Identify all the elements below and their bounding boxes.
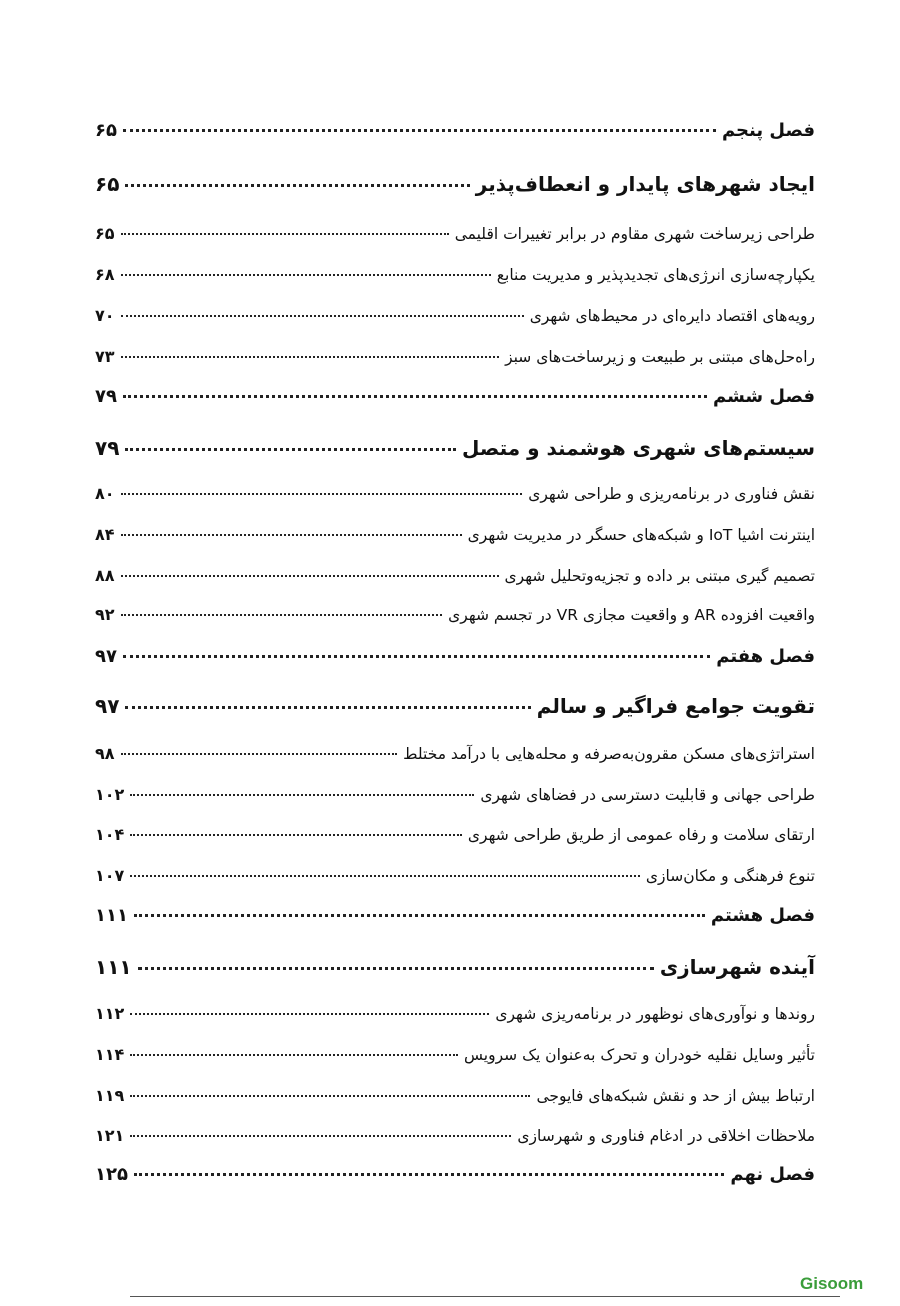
dot-leader (125, 184, 469, 187)
toc-entry-text: فصل نهم (730, 1164, 815, 1185)
dot-leader (123, 129, 716, 132)
toc-title (95, 694, 815, 718)
dot-leader (121, 356, 500, 358)
toc-page-number: ۹۷ (95, 646, 117, 667)
dot-leader (121, 274, 491, 276)
toc-page-number: ۹۸ (95, 744, 115, 763)
dot-leader (121, 315, 524, 317)
toc-entry-text: راه‌حل‌های مبتنی بر طبیعت و زیرساخت‌های سبز (505, 348, 815, 366)
toc-chapter (95, 120, 815, 141)
bottom-rule (130, 1296, 840, 1297)
toc-item (95, 525, 815, 544)
toc-item (95, 785, 815, 804)
dot-leader (121, 493, 523, 495)
toc-item (95, 1045, 815, 1064)
toc-entry-text: استراتژی‌های مسکن مقرون‌به‌صرفه و محله‌هایی با درآمد مختلط (403, 745, 815, 763)
dot-leader (138, 967, 654, 970)
toc-entry-text: ایجاد شهرهای پایدار و انعطاف‌پذیر (475, 172, 815, 196)
toc-page-number: ۱۱۲ (95, 1004, 125, 1023)
toc-entry-text: رویه‌های اقتصاد دایره‌ای در محیط‌های شهری (529, 307, 815, 325)
dot-leader (125, 706, 530, 709)
dot-leader (123, 655, 710, 658)
toc-entry-text: طراحی جهانی و قابلیت دسترسی در فضاهای شهری (480, 786, 815, 804)
toc-entry-text: فصل ششم (713, 386, 815, 407)
toc-page-number: ۸۸ (95, 566, 115, 585)
toc-item (95, 744, 815, 763)
toc-chapter (95, 386, 815, 407)
toc-page-number: ۶۵ (95, 224, 115, 243)
toc-entry-text: ملاحظات اخلاقی در ادغام فناوری و شهرسازی (517, 1127, 815, 1145)
toc-entry-text: تصمیم گیری مبتنی بر داده و تجزیه‌وتحلیل شهری (504, 567, 815, 585)
toc-page-number: ۱۱۹ (95, 1086, 125, 1105)
toc-entry-text: تنوع فرهنگی و مکان‌سازی (645, 867, 815, 885)
toc-page-number: ۱۲۵ (95, 1164, 128, 1185)
toc-page-number: ۱۲۱ (95, 1126, 125, 1145)
toc-entry-text: واقعیت افزوده AR و واقعیت مجازی VR در تجسم شهری (448, 606, 815, 624)
dot-leader (125, 448, 456, 451)
toc-page-number: ۷۹ (95, 436, 120, 460)
dot-leader (121, 614, 443, 616)
toc-entry-text: نقش فناوری در برنامه‌ریزی و طراحی شهری (528, 485, 815, 503)
toc-entry-text: فصل پنجم (721, 120, 815, 141)
toc-entry-text: طراحی زیرساخت شهری مقاوم در برابر تغییرات اقلیمی (454, 225, 815, 243)
toc-chapter (95, 1164, 815, 1185)
toc-page-number: ۱۰۲ (95, 785, 125, 804)
dot-leader (134, 1173, 724, 1176)
toc-entry-text: ارتقای سلامت و رفاه عمومی از طریق طراحی شهری (467, 826, 815, 844)
dot-leader (121, 534, 462, 536)
dot-leader (130, 834, 462, 836)
toc-entry-text: فصل هشتم (710, 905, 815, 926)
toc-page-number: ۶۸ (95, 265, 115, 284)
toc-page-number: ۶۵ (95, 172, 120, 196)
toc-item (95, 566, 815, 585)
dot-leader (130, 875, 640, 877)
gisoom-logo: Gisoom (800, 1274, 864, 1293)
toc-item (95, 347, 815, 366)
toc-page-number: ۱۰۷ (95, 866, 125, 885)
toc-page-number: ۱۰۴ (95, 825, 125, 844)
toc-item (95, 825, 815, 844)
dot-leader (134, 914, 705, 917)
toc-title (95, 172, 815, 196)
toc-page-number: ۸۴ (95, 525, 115, 544)
toc-title (95, 436, 815, 460)
toc-item (95, 1086, 815, 1105)
toc-entry-text: تقویت جوامع فراگیر و سالم (536, 694, 815, 718)
toc-item (95, 866, 815, 885)
toc-chapter (95, 905, 815, 926)
dot-leader (121, 753, 398, 755)
toc-page-number: ۱۱۴ (95, 1045, 125, 1064)
toc-page-number: ۷۳ (95, 347, 115, 366)
dot-leader (123, 395, 707, 398)
toc-entry-text: فصل هفتم (716, 646, 815, 667)
toc-page-number: ۱۱۱ (95, 955, 132, 979)
toc-page-number: ۸۰ (95, 484, 115, 503)
toc-item (95, 224, 815, 243)
toc-entry-text: تأثیر وسایل نقلیه خودران و تحرک به‌عنوان یک سرویس (464, 1046, 815, 1064)
dot-leader (130, 1054, 458, 1056)
toc-page-number: ۶۵ (95, 120, 117, 141)
dot-leader (121, 233, 449, 235)
toc-entry-text: آینده شهرسازی (659, 955, 815, 979)
toc-page-number: ۹۷ (95, 694, 120, 718)
toc-entry-text: سیستم‌های شهری هوشمند و متصل (462, 436, 815, 460)
toc-item (95, 265, 815, 284)
toc-chapter (95, 646, 815, 667)
dot-leader (130, 794, 474, 796)
toc-item (95, 306, 815, 325)
toc-page-number: ۷۹ (95, 386, 117, 407)
toc-page-number: ۷۰ (95, 306, 115, 325)
toc-page-number: ۹۲ (95, 605, 115, 624)
toc-item (95, 1004, 815, 1023)
toc-item (95, 605, 815, 624)
toc-title (95, 955, 815, 979)
toc-item (95, 484, 815, 503)
toc-entry-text: ارتباط بیش از حد و نقش شبکه‌های فایوجی (536, 1087, 815, 1105)
dot-leader (130, 1013, 489, 1015)
dot-leader (130, 1135, 511, 1137)
toc-entry-text: اینترنت اشیا IoT و شبکه‌های حسگر در مدیریت شهری (467, 526, 815, 544)
toc-item (95, 1126, 815, 1145)
toc-page-number: ۱۱۱ (95, 905, 128, 926)
dot-leader (130, 1095, 530, 1097)
toc-entry-text: یکپارچه‌سازی انرژی‌های تجدیدپذیر و مدیریت منابع (496, 266, 815, 284)
dot-leader (121, 575, 499, 577)
toc-entry-text: روندها و نوآوری‌های نوظهور در برنامه‌ریزی شهری (495, 1005, 815, 1023)
